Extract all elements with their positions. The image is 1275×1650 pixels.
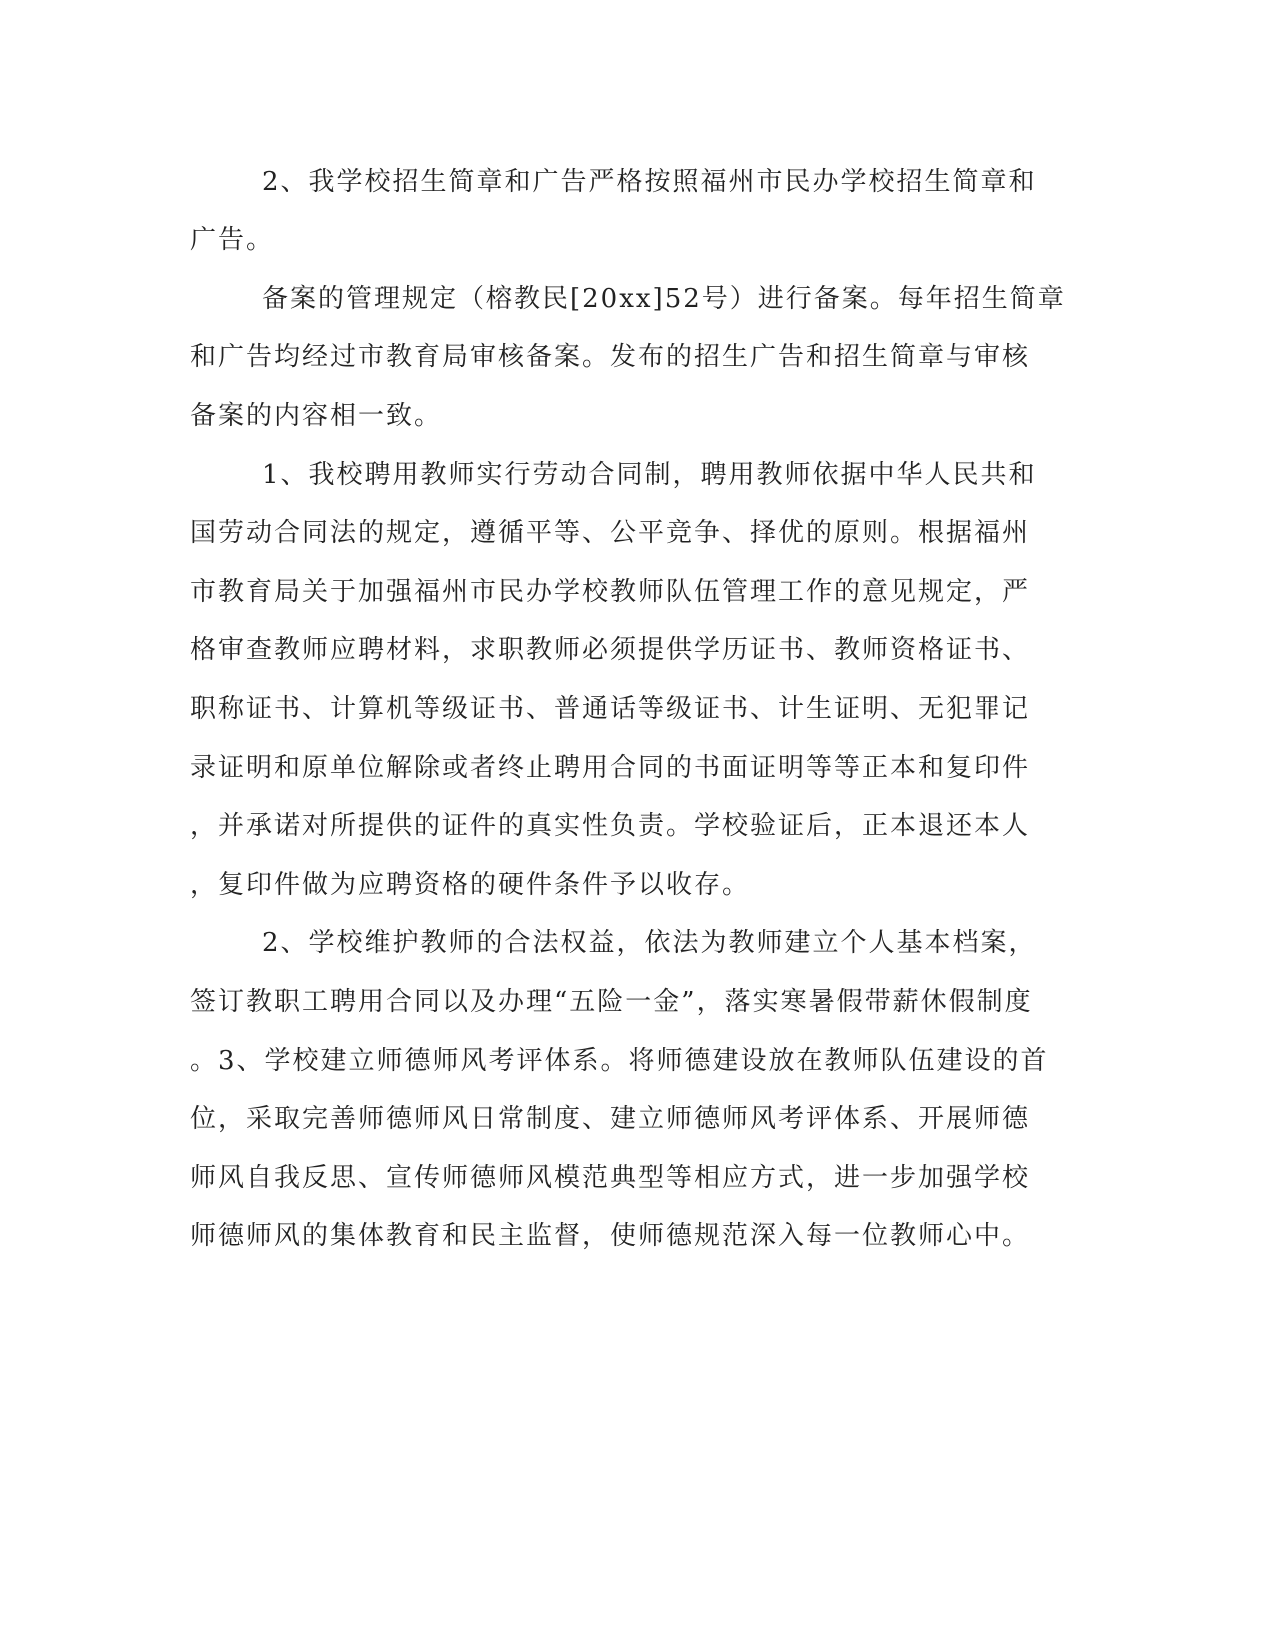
text-line: 格审查教师应聘材料，求职教师必须提供学历证书、教师资格证书、 <box>190 635 1031 665</box>
text-line: ，并承诺对所提供的证件的真实性负责。学校验证后，正本退还本人 <box>190 811 1031 841</box>
text-line: 2、我学校招生简章和广告严格按照福州市民办学校招生简章和 <box>262 167 1037 197</box>
text-line: 国劳动合同法的规定，遵循平等、公平竞争、择优的原则。根据福州 <box>190 518 1031 548</box>
text-line: 和广告均经过市教育局审核备案。发布的招生广告和招生简章与审核 <box>190 342 1031 372</box>
text-line: 广告。 <box>190 225 275 255</box>
text-line: ，复印件做为应聘资格的硬件条件予以收存。 <box>190 870 751 900</box>
text-line: 2、学校维护教师的合法权益，依法为教师建立个人基本档案， <box>262 928 1037 958</box>
text-line: 。3、学校建立师德师风考评体系。将师德建设放在教师队伍建设的首 <box>190 1046 1049 1076</box>
text-line: 签订教职工聘用合同以及办理“五险一金”，落实寒暑假带薪休假制度 <box>190 987 1033 1017</box>
text-line: 备案的管理规定（榕教民[20xx]52号）进行备案。每年招生简章 <box>262 284 1066 314</box>
text-line: 位，采取完善师德师风日常制度、建立师德师风考评体系、开展师德 <box>190 1104 1031 1134</box>
text-line: 备案的内容相一致。 <box>190 401 443 431</box>
text-line: 录证明和原单位解除或者终止聘用合同的书面证明等等正本和复印件 <box>190 753 1031 783</box>
text-line: 市教育局关于加强福州市民办学校教师队伍管理工作的意见规定，严 <box>190 577 1031 607</box>
text-line: 1、我校聘用教师实行劳动合同制，聘用教师依据中华人民共和 <box>262 460 1037 490</box>
text-line: 师风自我反思、宣传师德师风模范典型等相应方式，进一步加强学校 <box>190 1163 1031 1193</box>
text-line: 职称证书、计算机等级证书、普通话等级证书、计生证明、无犯罪记 <box>190 694 1031 724</box>
text-line: 师德师风的集体教育和民主监督，使师德规范深入每一位教师心中。 <box>190 1221 1031 1251</box>
